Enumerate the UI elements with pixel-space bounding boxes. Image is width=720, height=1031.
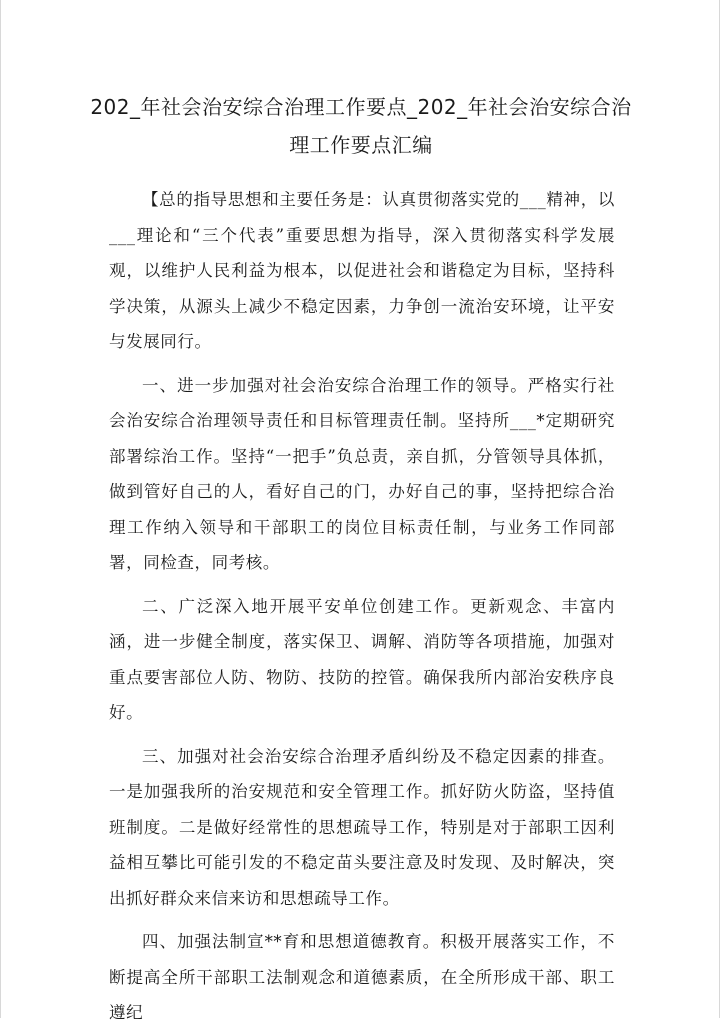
paragraph-section-2: 二、广泛深入地开展平安单位创建工作。更新观念、丰富内涵，进一步健全制度，落实保卫、调解、消防等各项措施，加强对重点要害部位人防、物防、技防的控管。确保我所内部治安秩序良好。 [109,596,615,722]
paragraph-section-1: 一、进一步加强对社会治安综合治理工作的领导。严格实行社会治安综合治理领导责任和目标管理责任制。坚持所___*定期研究部署综治工作。坚持“一把手”负总责，亲自抓，分管领导具体抓，做到管好自己的人，看好自己的门，办好自己的事，坚持把综合治理工作纳入领导和干部职工的岗位目标责任制，与业务工作同部署，同检查，同考核。 [109,375,615,572]
paragraph-guiding-ideology: 【总的指导思想和主要任务是：认真贯彻落实党的___精神，以___理论和“三个代表”重要思想为指导，深入贯彻落实科学发展观，以维护人民利益为根本，以促进社会和谐稳定为目标，坚持科学决策，从源头上减少不稳定因素，力争创一流治安环境，让平安与发展同行。 [109,190,615,351]
paragraph-section-4: 四、加强法制宣**育和思想道德教育。积极开展落实工作，不断提高全所干部职工法制观念和道德素质，在全所形成干部、职工遵纪 [109,932,615,1022]
document-body [109,182,615,1031]
paragraph-section-3: 三、加强对社会治安综合治理矛盾纠纷及不稳定因素的排查。一是加强我所的治安规范和安全管理工作。抓好防火防盗，坚持值班制度。二是做好经常性的思想疏导工作，特别是对于部职工因利益相互攀比可能引发的不稳定苗头要注意及时发现、及时解决，突出抓好群众来信来访和思想疏导工作。 [109,746,615,908]
document-title: 202_年社会治安综合治理工作要点_202_年社会治安综合治理工作要点汇编 [90,95,632,157]
